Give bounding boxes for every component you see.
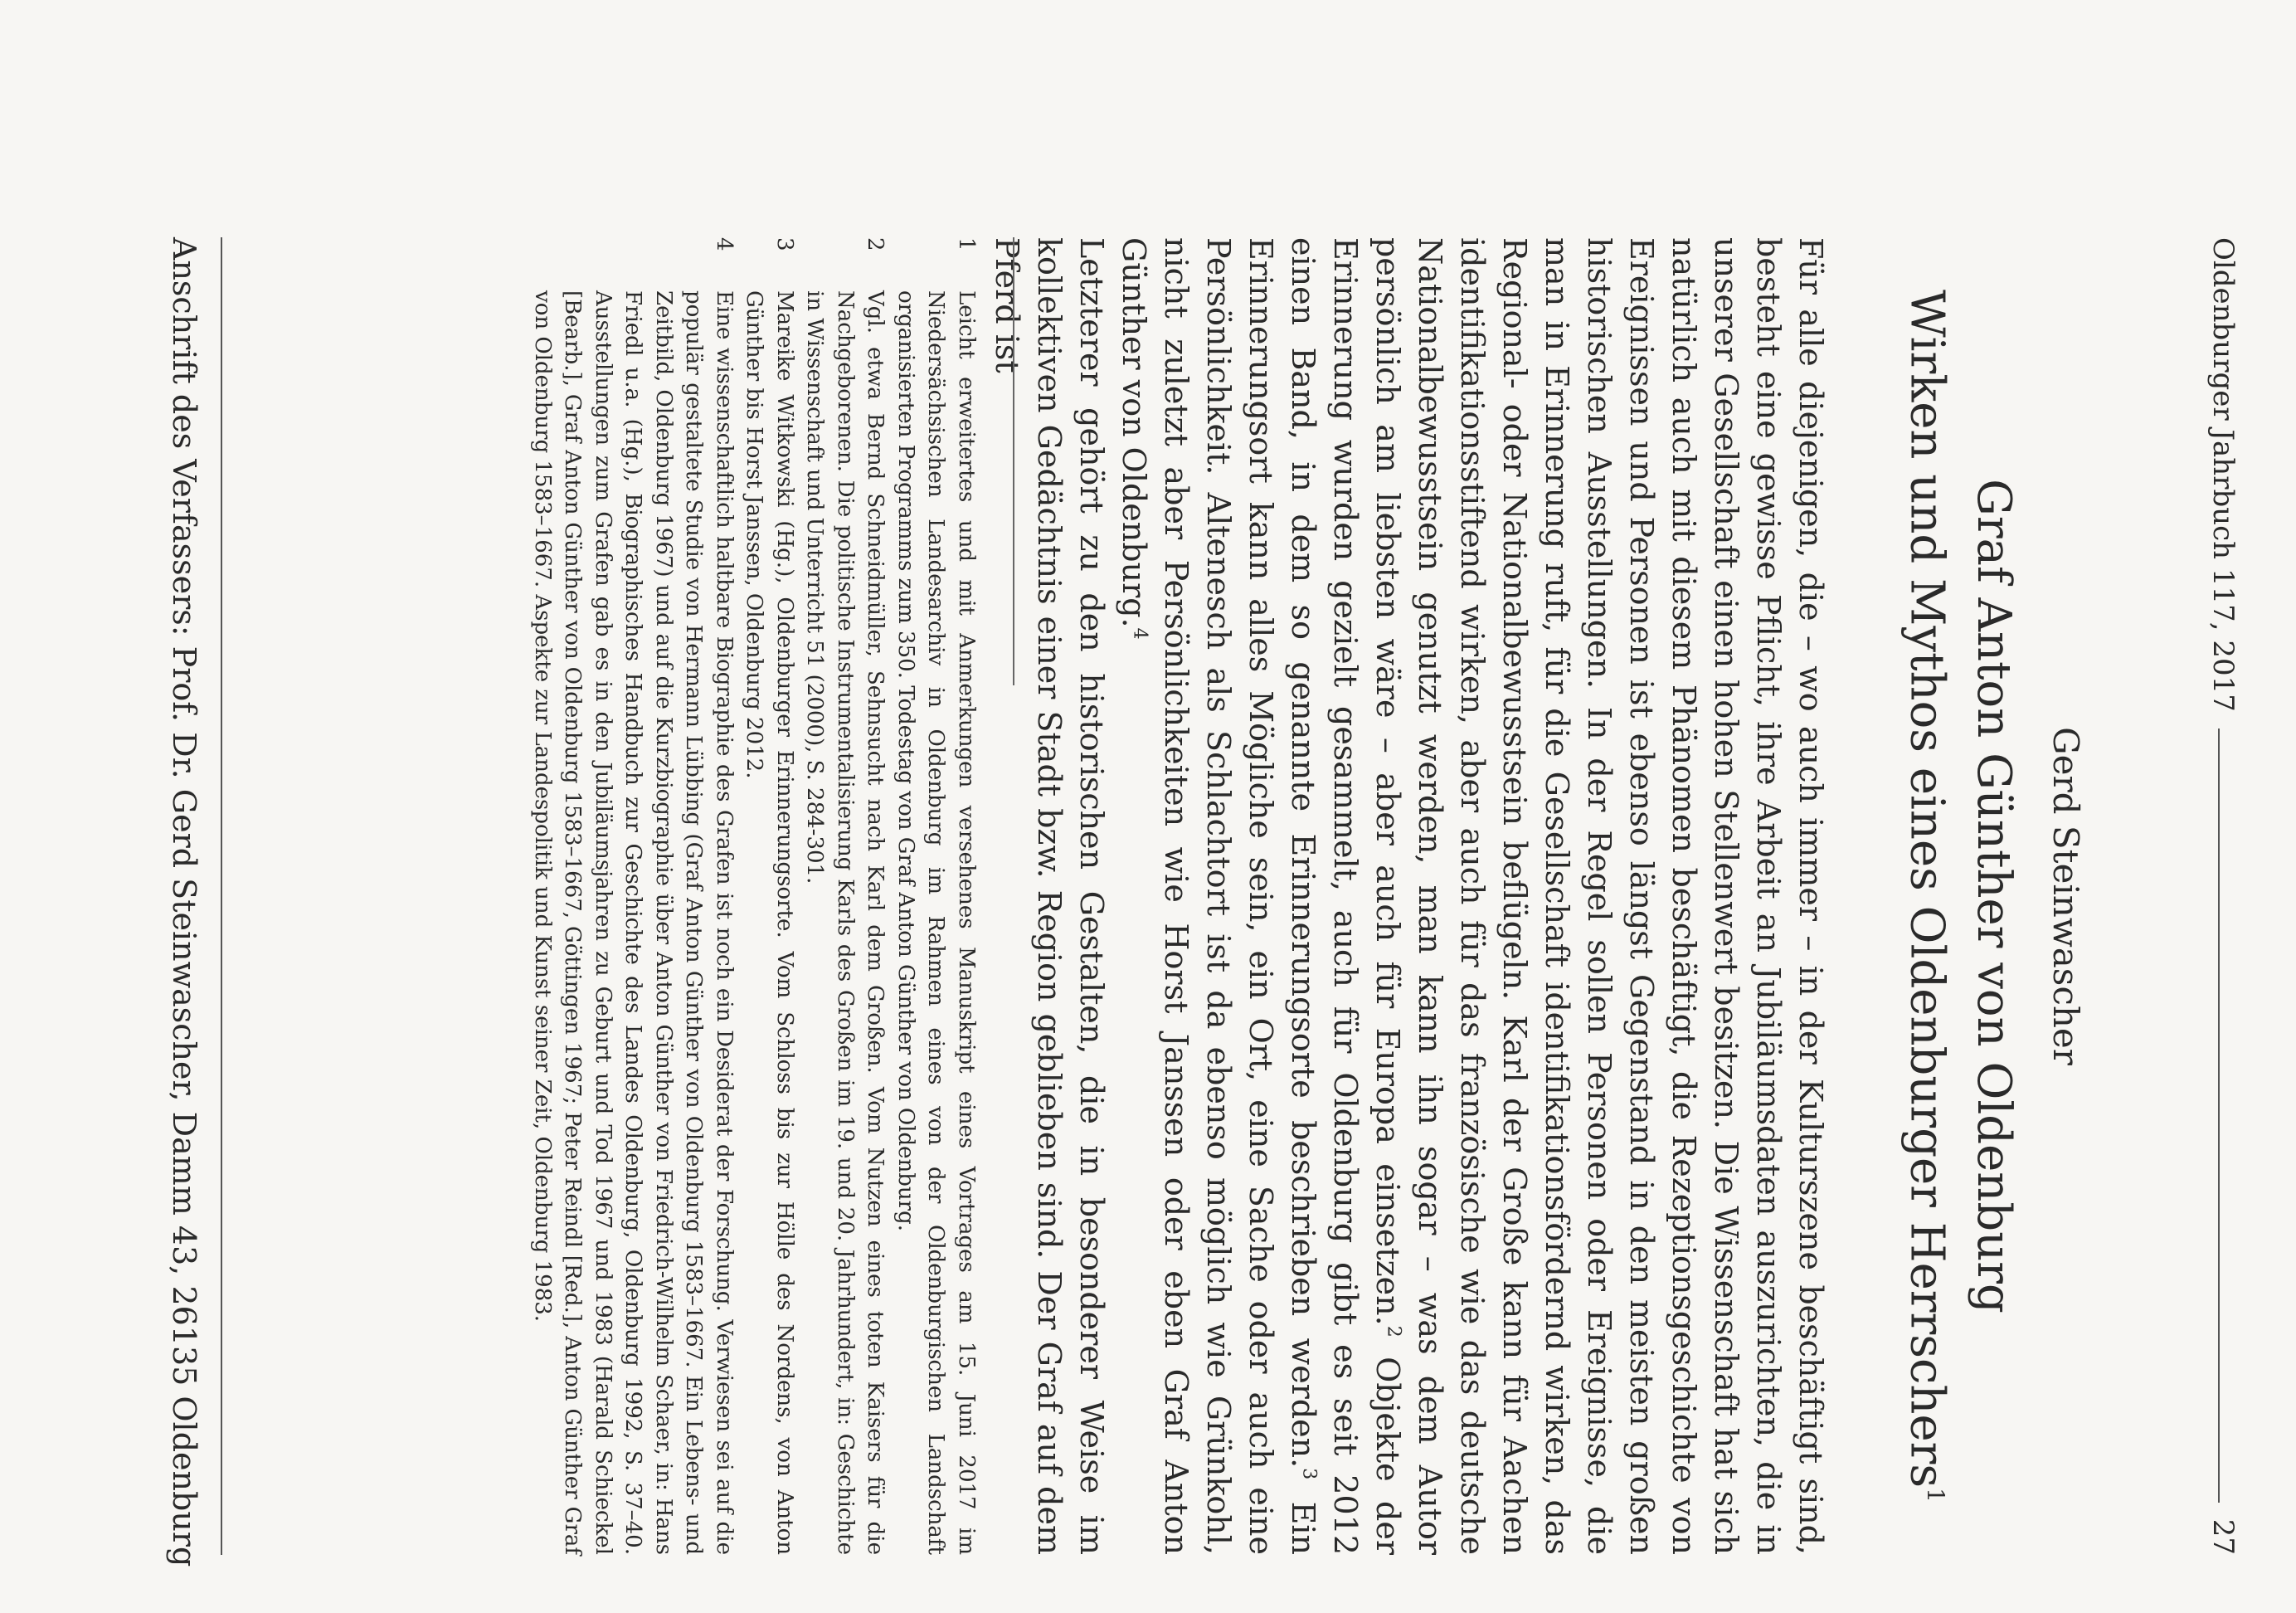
footnote-text: Vgl. etwa Bernd Schneidmüller, Sehnsucht nach Karl dem Großen. Vom Nutzen eines toten Kaisers für die Nachgeborenen. Die politische Instrumentalisierung Karls des Großen im 19. und 20. Jahrhundert, in: Geschichte in Wissenschaft und Unterricht 51 (2000), S. 284-301. [802,290,888,1555]
footnote-text: Mareike Witkowski (Hg.), Oldenburger Erinnerungsorte. Vom Schloss bis zur Hölle des Nordens, von Anton Günther bis Horst Janssen, Oldenburg 2012. [742,290,797,1555]
body-paragraph-2: Letzterer gehört zu den historischen Gestalten, die in besonderer Weise im kollektiven Gedächtnis einer Stadt bzw. Region geblieben sind. Der Graf auf dem Pferd ist [989,237,1110,1555]
footnote-text: Eine wissenschaftlich haltbare Biographie des Grafen ist noch ein Desiderat der Forschung. Verwiesen sei auf die populär gestaltete Studie von Hermann Lübbing (Graf Anton Günther von Oldenburg 1583–1667. Ein Lebens- und Zeitbild, Oldenburg 1967) und auf die Kurzbiographie über Anton Günther von Friedrich-Wilhelm Schaer, in: Hans Friedl u.a. (Hg.), Biographisches Handbuch zur Geschichte des Landes Oldenburg, Oldenburg 1992, S. 37–40. Ausstellungen zum Grafen gab es in den Jubiläumsjahren zu Geburt und Tod 1967 und 1983 (Harald Schieckel [Bearb.], Graf Anton Günther von Oldenburg 1583–1667, Göttingen 1967; Peter Reindl [Red.], Anton Günther Graf von Oldenburg 1583–1667. Aspekte zur Landespolitik und Kunst seiner Zeit, Oldenburg 1983. [530,290,737,1555]
footnote-ref-4: 4 [1129,627,1150,640]
footnote-4 [528,237,740,1555]
footnote-ref-3: 3 [1298,1468,1320,1480]
body-paragraph-1-part-b: Objekte der Erinnerung wurden gezielt gesammelt, auch für Oldenburg gibt es seit 2012 einen Band, in dem so genannte Erinnerungsorte beschrieben werden. [1285,237,1406,1555]
body-paragraph-1-part-a: Für alle diejenigen, die – wo auch immer – in der Kulturszene beschäftigt sind, besteht eine gewisse Pflicht, ihre Arbeit an Jubiläumsdaten auszurichten, die in unserer Gesellschaft einen hohen Stellenwert besitzen. Die Wissenschaft hat sich natürlich auch mit diesem Phänomen beschäftigt, die Rezeptionsgeschichte von Ereignissen und Personen ist ebenso längst Gegenstand in den meisten großen historischen Ausstellungen. In der Regel sollen Personen oder Ereignisse, die man in Erinnerung ruft, für die Gesellschaft identifikationsfördernd wirken, das Regional- oder Nationalbewusstsein beflügeln. Karl der Große kann für Aachen identifikationsstiftend wirken, aber auch für das französische wie das deutsche Nationalbewusstsein genutzt werden, man kann ihn sogar – was dem Autor persönlich am liebsten wäre – aber auch für Europa einsetzen. [1369,237,1829,1555]
footnote-number: 1 [954,237,979,251]
body-paragraph-1-part-c: Ein Erinnerungsort kann alles Mögliche sein, ein Ort, eine Sache oder auch eine Persönlichkeit. Altenesch als Schlachtort ist da ebenso möglich wie Grünkohl, nicht zuletzt aber Persönlichkeiten wie Horst Janssen oder eben Graf Anton Günther von Oldenburg. [1116,237,1321,1555]
article-title [1897,237,2022,1555]
footnote-2 [800,237,891,1555]
footnote-3 [739,237,800,1555]
footnote-number: 4 [712,237,737,251]
body-paragraph-1 [1112,237,1831,1555]
title-line-1: Graf Anton Günther von Oldenburg [1967,479,2021,1313]
article-body [985,237,1831,1555]
footnote-ref-2: 2 [1383,1325,1404,1338]
page-number: 27 [2201,1503,2245,1555]
footnote-separator [1013,237,1014,685]
footnote-1 [891,237,982,1555]
running-header [2191,237,2245,1555]
footnote-text: Leicht erweitertes und mit Anmerkungen versehenes Manuskript eines Vortrages am 15. Juni 2017 im Niedersächsischen Landesarchiv in Oldenburg im Rahmen eines von der Oldenburgischen Landschaft organisierten Programms zum 350. Todestag von Graf Anton Günther von Oldenburg. [893,290,979,1555]
footnote-number: 2 [863,237,888,251]
footnotes [528,237,982,1555]
article-author: Gerd Steinwascher [2045,727,2086,1065]
footnote-number: 3 [772,237,797,251]
title-footnote-ref: 1 [1922,1488,1949,1503]
author-address: Anschrift des Verfassers: Prof. Dr. Gerd Steinwascher, Damm 43, 26135 Oldenburg [166,237,202,1567]
title-line-2: Wirken und Mythos eines Oldenburger Herrschers [1900,290,1954,1489]
running-title: Oldenburger Jahrbuch 117, 2017 [2201,237,2245,729]
address-rule [221,237,222,1555]
